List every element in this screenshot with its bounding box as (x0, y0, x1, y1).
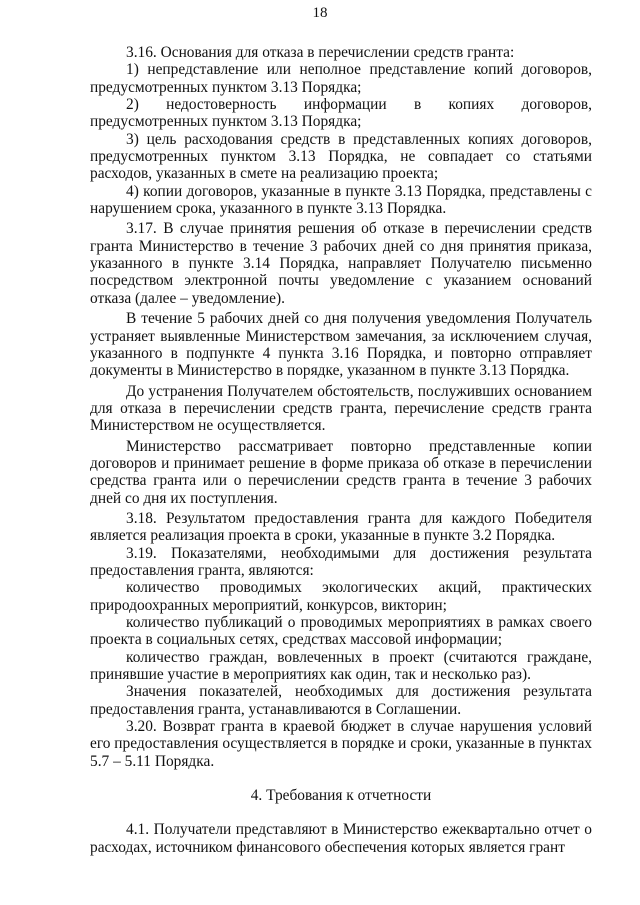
paragraph: 3) цель расходования средств в представленных копиях договоров, предусмотренных пунктом 3.13 Порядка, не совпадает со статьями расходов, указанных в смете на реализацию проекта; (90, 130, 592, 183)
document-body (90, 44, 592, 856)
paragraph: 3.19. Показателями, необходимыми для достижения результата предоставления гранта, являются: (90, 544, 592, 579)
paragraph: 3.17. В случае принятия решения об отказе в перечислении средств гранта Министерство в течение 3 рабочих дней со дня принятия приказа, указанного в пункте 3.14 Порядка, направляет Получателю письменно посредством электронной почты уведомление с указанием оснований отказа (далее – уведомление). (90, 220, 592, 307)
page-number: 18 (312, 5, 328, 21)
section-heading: 4. Требования к отчетности (250, 787, 432, 805)
paragraph: До устранения Получателем обстоятельств, послуживших основанием для отказа в перечислении средств гранта, перечисление средств гранта Министерством не осуществляется. (90, 382, 592, 435)
paragraph: количество граждан, вовлеченных в проект (считаются граждане, принявшие участие в мероприятиях как один, так и несколько раз). (90, 648, 592, 684)
paragraph: 3.16. Основания для отказа в перечислении средств гранта: (126, 44, 515, 61)
paragraph: количество публикаций о проводимых мероприятиях в рамках своего проекта в социальных сетях, средствах массовой информации; (90, 614, 592, 649)
paragraph: 3.18. Результатом предоставления гранта для каждого Победителя является реализация проекта в сроки, указанные в пункте 3.2 Порядка. (90, 509, 592, 545)
paragraph: 4) копии договоров, указанные в пункте 3.13 Порядка, представлены с нарушением срока, указанного в пункте 3.13 Порядка. (90, 182, 592, 218)
paragraph: 4.1. Получатели представляют в Министерство ежеквартально отчет о расходах, источником финансового обеспечения которых является грант (90, 821, 592, 856)
paragraph: 1) непредставление или неполное представление копий договоров, предусмотренных пунктом 3.13 Порядка; (90, 61, 592, 96)
paragraph: В течение 5 рабочих дней со дня получения уведомления Получатель устраняет выявленные Министерством замечания, за исключением случая, указанного в подпункте 4 пункта 3.16 Порядка, и повторно отправляет документы в Министерство в порядке, указанном в пункте 3.13 Порядка. (90, 310, 592, 380)
paragraph: 2) недостоверность информации в копиях договоров, предусмотренных пунктом 3.13 Порядка; (90, 96, 592, 131)
paragraph: Значения показателей, необходимых для достижения результата предоставления гранта, устанавливаются в Соглашении. (90, 683, 592, 718)
paragraph: количество проводимых экологических акций, практических природоохранных мероприятий, конкурсов, викторин; (90, 579, 592, 614)
paragraph: 3.20. Возврат гранта в краевой бюджет в случае нарушения условий его предоставления осуществляется в порядке и сроки, указанные в пунктах 5.7 – 5.11 Порядка. (90, 718, 592, 770)
paragraph: Министерство рассматривает повторно представленные копии договоров и принимает решение в форме приказа об отказе в перечислении средства гранта или о перечислении средств гранта в течение 3 рабочих дней со дня их поступления. (90, 437, 592, 507)
